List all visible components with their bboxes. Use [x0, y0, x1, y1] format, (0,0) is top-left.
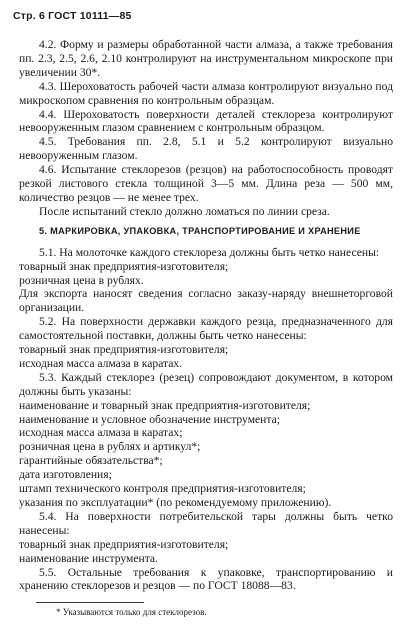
- clause-5-1: 5.1. На молоточке каждого стеклореза должны быть четко нанесены:: [39, 245, 380, 259]
- clause-4-3: 4.3. Шероховатость рабочей части алмаза контролируют визуально под микроскопом сравнения по контрольным образцам.: [19, 79, 393, 107]
- clause-5-2: 5.2. На поверхности державки каждого резца, предназначенного для самостоятельной поставки, должны быть четко нанесены:: [19, 315, 393, 343]
- clause-5-2-item: исходная масса алмаза в каратах.: [19, 356, 183, 370]
- clause-5-3-item: розничная цена в рублях и артикул*;: [19, 440, 201, 454]
- clause-4-6-note: После испытаний стекло должно ломаться по линии среза.: [39, 204, 330, 218]
- page-header: Стр. 6 ГОСТ 10111—85: [13, 10, 132, 22]
- clause-5-4-item: товарный знак предприятия-изготовителя;: [19, 537, 229, 551]
- clause-5-3-item: гарантийные обязательства*;: [19, 454, 163, 468]
- clause-5-3-item: штамп технического контроля предприятия-изготовителя;: [19, 482, 306, 496]
- clause-5-3-item: наименование и условное обозначение инструмента;: [19, 412, 280, 426]
- clause-5-5: 5.5. Остальные требования к упаковке, транспортированию и хранению стеклорезов и резцов — по ГОСТ 18088—83.: [19, 565, 393, 593]
- footnote-divider: [36, 602, 144, 603]
- clause-5-3-item: исходная масса алмаза в каратах;: [19, 426, 183, 440]
- clause-5-2-item: товарный знак предприятия-изготовителя;: [19, 343, 229, 357]
- clause-5-1-item: товарный знак предприятия-изготовителя;: [19, 259, 229, 273]
- clause-5-1-item: розничная цена в рублях.: [19, 273, 144, 287]
- clause-5-3-item: дата изготовления;: [19, 468, 112, 482]
- clause-5-4-item: наименование инструмента.: [19, 551, 158, 565]
- clause-4-5: 4.5. Требования пп. 2.8, 5.1 и 5.2 контролируют визуально невооруженным глазом.: [19, 135, 393, 163]
- clause-5-3: 5.3. Каждый стеклорез (резец) сопровождают документом, в котором должны быть указаны:: [19, 370, 393, 398]
- clause-4-4: 4.4. Шероховатость поверхности деталей стеклореза контролируют невооруженным глазом сравнением с контрольным образцом.: [19, 107, 393, 135]
- clause-5-1-export: Для экспорта наносят сведения согласно заказу-наряду внешнеторговой организации.: [19, 287, 393, 315]
- clause-4-6: 4.6. Испытание стеклорезов (резцов) на работоспособность проводят резкой листового стекла толщиной 3—5 мм. Длина реза — 500 мм, количество резцов — не менее трех.: [19, 163, 393, 204]
- document-body: [19, 38, 393, 593]
- section-5-heading: 5. МАРКИРОВКА, УПАКОВКА, ТРАНСПОРТИРОВАНИЕ И ХРАНЕНИЕ: [39, 225, 361, 236]
- clause-4-2: 4.2. Форму и размеры обработанной части алмаза, а также требования пп. 2.3, 2.5, 2.6, 2.10 контролируют на инструментальном микроскопе при увеличении 30*.: [19, 38, 393, 79]
- clause-5-4: 5.4. На поверхности потребительской тары должны быть четко нанесены:: [19, 509, 393, 537]
- clause-5-3-item: указания по эксплуатации* (по рекомендуемому приложению).: [19, 496, 332, 509]
- clause-5-3-item: наименование и товарный знак предприятия-изготовителя;: [19, 398, 311, 412]
- footnote: * Указываются только для стеклорезов.: [56, 607, 207, 617]
